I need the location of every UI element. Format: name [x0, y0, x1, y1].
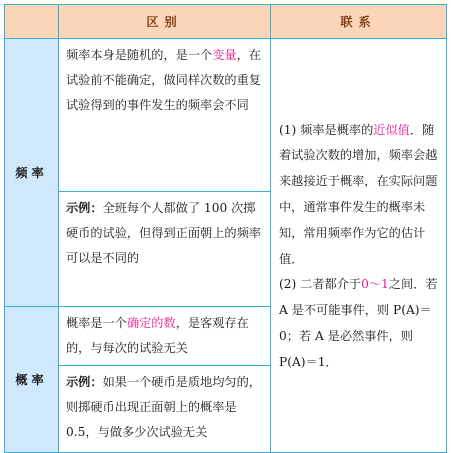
- row-label-frequency: 频率: [5, 39, 59, 307]
- row-label-probability: 概率: [5, 307, 59, 453]
- frequency-example: [59, 192, 271, 307]
- header-blank-cell: [5, 5, 59, 39]
- frequency-example-text: 全班每个人都做了 100 次掷硬币的试验，但得到正面朝上的频率可以是不同的: [66, 201, 261, 265]
- probability-example-text: 如果一个硬币是质地均匀的，则掷硬币出现正面朝上的概率是 0.5，与做多少次试验无关: [66, 375, 261, 439]
- frequency-example-label: 示例：: [66, 201, 103, 215]
- connection-point-2: [279, 272, 441, 375]
- connection-p2-b: 之间．若 A 是不可能事件，则 P(A)＝0；若 A 是必然事件，则 P(A)＝1．: [279, 277, 438, 369]
- connection-cell: [271, 39, 447, 453]
- header-connection: 联系: [271, 5, 447, 39]
- frequency-text-b: ，在试验前不能确定，做同样次数的重复试验得到的事件发生的频率会不同: [66, 48, 261, 112]
- connection-p2-a: (2) 二者都介于: [279, 277, 362, 292]
- probability-example-label: 示例：: [66, 375, 103, 389]
- connection-p1-a: (1) 频率是概率的: [279, 122, 374, 137]
- probability-text-a: 概率是一个: [66, 316, 127, 330]
- frequency-description: [59, 39, 271, 192]
- probability-text-b: ，是客观存在的，与每次的试验无关: [66, 316, 249, 355]
- comparison-table: [4, 4, 447, 453]
- probability-example: [59, 366, 271, 453]
- frequency-highlight: 变量: [212, 48, 237, 62]
- connection-p1-b: ．随着试验次数的增加，频率会越来越接近于概率，在实际问题中，通常事件发生的概率未知，常用频率作为它的估计值．: [279, 122, 438, 266]
- header-difference: 区别: [59, 5, 271, 39]
- connection-point-1: [279, 118, 441, 273]
- probability-highlight: 确定的数: [126, 316, 176, 330]
- probability-description: [59, 307, 271, 366]
- frequency-row-1: [5, 39, 447, 192]
- connection-p1-highlight: 近似值: [373, 122, 410, 137]
- connection-p2-highlight: 0～1: [361, 277, 389, 292]
- header-row: [5, 5, 447, 39]
- frequency-text-a: 频率本身是随机的，是一个: [66, 48, 213, 62]
